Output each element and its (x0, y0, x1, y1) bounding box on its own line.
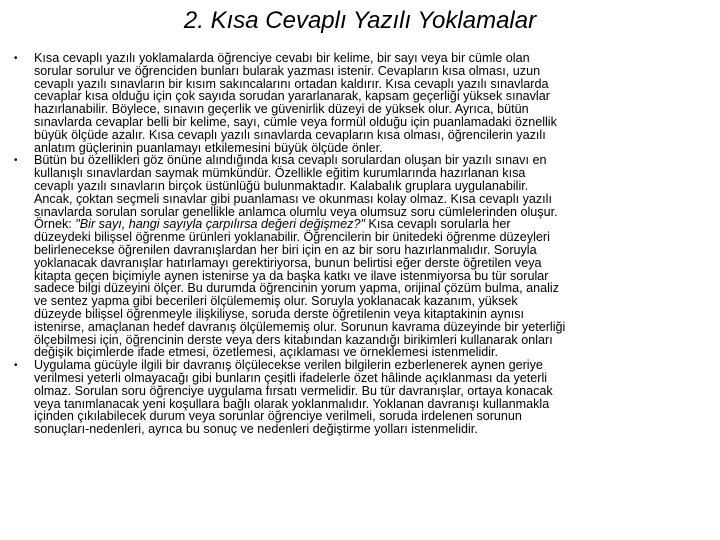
text-line: cevaplı yazılı sınavların birçok üstünlüğü bulunmaktadır. Kalabalık gruplara uygulanabilir. (34, 178, 529, 193)
bullet-icon: • (14, 155, 18, 167)
text-line: istenirse, amaçlanan hedef davranış ölçülememiş olur. Sorunun kavrama düzeyinde bir yeterliği (34, 319, 566, 334)
text-line: cevaplı yazılı sınavların bir kısım sakıncalarını ortadan kaldırır. Kısa cevaplı yazılı sınavlarda (34, 76, 549, 91)
text-line: düzeyde bilişsel öğrenmeyle ilişkiliyse, soruda derste öğretilenin veya kitaptakinin aynısı (34, 306, 525, 321)
text-line: büyük ölçüde azalır. Kısa cevaplı yazılı sınavlarda cevapların kısa olması, öğrencilerin yazılı (34, 127, 546, 142)
example-prefix: Örnek: (34, 217, 76, 232)
slide-title: 2. Kısa Cevaplı Yazılı Yoklamalar (183, 7, 537, 34)
text-line: kitapta geçen biçimiyle aynen istenirse ya da başka katkı ve ilave istenmiyorsa bu tür sorular (34, 268, 549, 283)
text-line: belirlenecekse öğrenilen davranışlardan her biri için en az bir soru hazırlanmalıdır. Soruyla (34, 242, 537, 257)
text-line: Ancak, çoktan seçmeli sınavlar gibi puanlaması ve okunması kolay olmaz. Kısa cevaplı yazılı (34, 191, 552, 206)
text-line: Uygulama gücüyle ilgili bir davranış ölçülecekse verilen bilgilerin ezberlenerek aynen geriye (34, 358, 543, 373)
example-quote: "Bir sayı, hangi sayıyla çarpılırsa değeri değişmez?" (75, 217, 365, 232)
text-line: sınavlarda sorulan sorular genellikle anlamca olumlu veya olumsuz soru cümlelerinden oluşur. (34, 204, 558, 219)
bullet-item (14, 359, 714, 436)
text-line: veya tanımlanacak yeni koşullara bağlı olarak yoklanmalıdır. Yoklanan davranışı kullanmakla (34, 396, 550, 411)
bullet-item (14, 154, 714, 359)
text-line: ve sentez yapma gibi becerileri ölçülememiş olur. Soruyla yoklanacak kazanım, yüksek (34, 294, 518, 309)
text-line: anlatım güçlerinin puanlamayı etkilemesini büyük ölçüde önler. (34, 140, 383, 155)
text-line: cevaplar kısa olduğu için çok sayıda sorudan yararlanarak, kapsam geçerliği yüksek sınavlar (34, 89, 550, 104)
bullet-list (14, 52, 714, 436)
bullet-item (14, 52, 714, 154)
text-line: sonuçları-nedenleri, ayrıca bu sonuç ve nedenleri değiştirme yolları istenmelidir. (34, 422, 478, 437)
text-line: sadece bilgi düzeyini ölçer. Bu durumda öğrencinin yorum yapma, orijinal çözüm bulma, analiz (34, 281, 560, 296)
text-line: hazırlanabilir. Böylece, sınavın geçerlik ve güvenirlik düzeyi de yüksek olur. Ayrıca, bütün (34, 102, 529, 117)
bullet-icon: • (14, 53, 18, 64)
text-line: Kısa cevaplı yazılı yoklamalarda öğrenciye cevabı bir kelime, bir sayı veya bir cümle olan (34, 51, 530, 65)
text-line: değişik biçimlerde ifade etmesi, özetlemesi, açıklaması ve örneklemesi istenmelidir. (34, 345, 499, 360)
text-line: Bütün bu özellikleri göz önüne alındığında kısa cevaplı sorulardan oluşan bir yazılı sınavı en (34, 153, 547, 168)
text-line: verilmesi yeterli olmayacağı gibi bunların çeşitli ifadelerle özet hâlinde açıklanması da yeterli (34, 370, 548, 385)
text-line: sınavlarda cevaplar belli bir kelime, sayı, cümle veya formül olduğu için puanlamadaki öznellik (34, 114, 557, 129)
text-line: yoklanacak davranışlar hatırlamayı gerektiriyorsa, bunun belirtisi eğer derste öğretilen veya (34, 255, 542, 270)
text-line: kullanışlı sınavlardan saymak mümkündür. Özellikle eğitim kurumlarında hazırlanan kısa (34, 166, 526, 181)
text-line: içinden çıkılabilecek durum veya sorunlar öğrenciye verilmeli, soruda irdelenen sorunun (34, 409, 522, 424)
example-suffix: Kısa cevaplı sorularla her (364, 217, 511, 232)
bullet-icon: • (14, 360, 18, 372)
text-line: düzeydeki bilişsel öğrenme ürünleri yoklanabilir. Öğrencilerin bir ünitedeki öğrenme düzeyleri (34, 230, 550, 245)
text-line: olmaz. Sorulan soru öğrenciye uygulama fırsatı vermelidir. Bu tür davranışlar, ortaya konacak (34, 383, 553, 398)
text-line: ölçebilmesi için, öğrencinin derste veya ders kitabından kazandığı birikimleri kullanarak onları (34, 332, 553, 347)
text-line: sorular sorulur ve öğrenciden bunları bularak yazması istenir. Cevapların kısa olması, uzun (34, 63, 541, 78)
